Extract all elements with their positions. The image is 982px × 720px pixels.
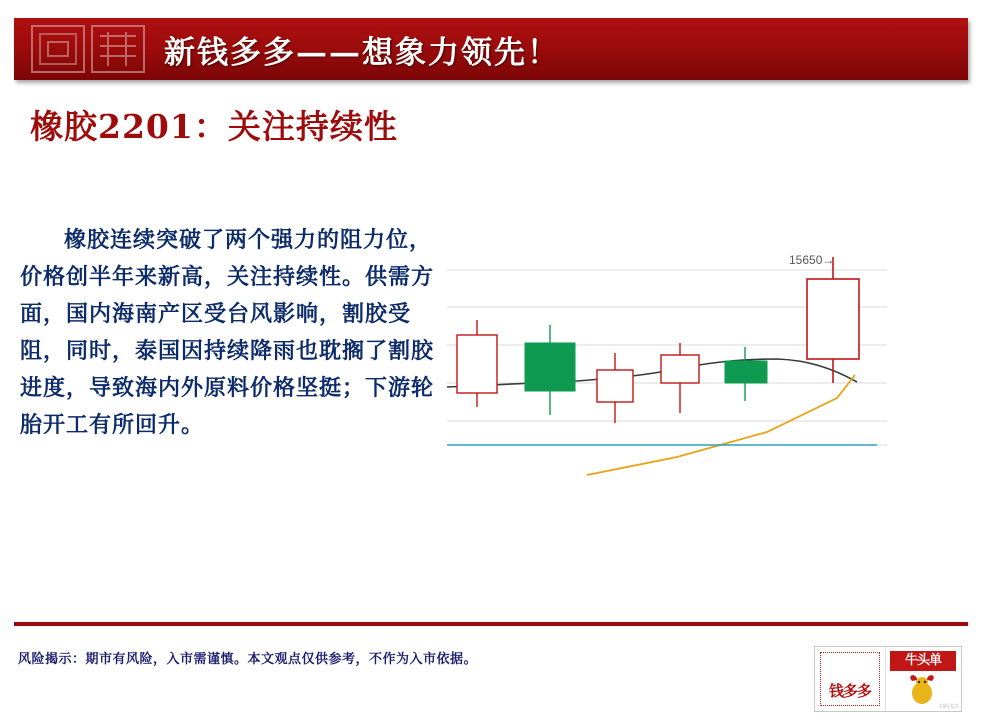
header-title: 新钱多多——想象力领先！ bbox=[164, 35, 560, 71]
candle-2 bbox=[525, 325, 575, 415]
chart-svg bbox=[437, 235, 957, 485]
candle-5 bbox=[725, 347, 767, 401]
candlestick-chart bbox=[437, 235, 957, 485]
risk-disclaimer: 风险揭示：期市有风险，入市需谨慎。本文观点仅供参考，不作为入市依据。 bbox=[18, 652, 478, 667]
price-annotation: 15650→ bbox=[789, 253, 835, 267]
brand-logo bbox=[814, 646, 962, 712]
body-paragraph: 橡胶连续突破了两个强力的阻力位，价格创半年来新高，关注持续性。供需方面，国内海南产区受台风影响，割胶受阻，同时，泰国因持续降雨也耽搁了割胶进度，导致海内外原料价格坚挺；下游轮胎开工有所回升。 bbox=[20, 227, 435, 438]
bull-mascot-icon bbox=[904, 673, 940, 705]
seal-emblem-icon bbox=[30, 24, 150, 74]
logo-badge-text: 牛头单 bbox=[890, 651, 956, 671]
candle-3 bbox=[597, 353, 633, 423]
logo-right-panel bbox=[886, 647, 961, 711]
logo-left-panel bbox=[815, 647, 886, 711]
footer-divider bbox=[14, 622, 968, 626]
page-title: 橡胶2201：关注持续性 bbox=[30, 107, 398, 146]
logo-corner-text: 扫码关注 bbox=[938, 704, 959, 710]
candle-4 bbox=[661, 343, 699, 413]
header-banner bbox=[14, 18, 968, 80]
logo-left-text: 钱多多 bbox=[828, 682, 871, 700]
candle-1 bbox=[457, 320, 497, 407]
